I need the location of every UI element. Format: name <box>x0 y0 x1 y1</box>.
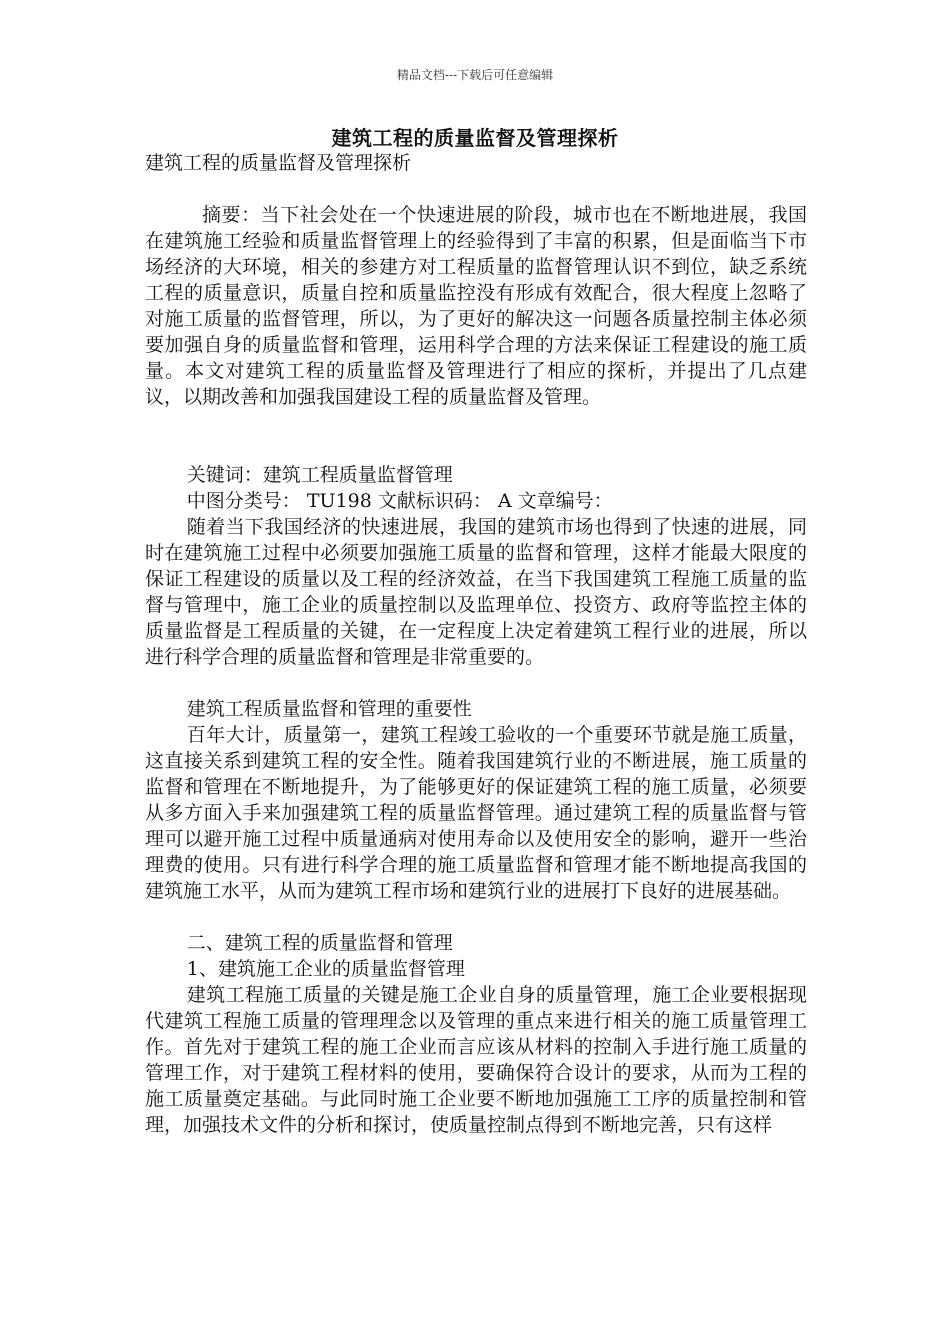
spacer <box>145 670 807 696</box>
spacer <box>145 410 807 462</box>
abstract-paragraph: 摘要：当下社会处在一个快速进展的阶段，城市也在不断地进展，我国在建筑施工经验和质量监督管理上的经验得到了丰富的积累，但是面临当下市场经济的大环境，相关的参建方对工程质量的监督管理认识不到位，缺乏系统工程的质量意识，质量自控和质量监控没有形成有效配合，很大程度上忽略了对施工质量的监督管理，所以，为了更好的解决这一问题各质量控制主体必须要加强自身的质量监督和管理，运用科学合理的方法来保证工程建设的施工质量。本文对建筑工程的质量监督及管理进行了相应的探析，并提出了几点建议，以期改善和加强我国建设工程的质量监督及管理。 <box>145 204 807 408</box>
keywords-line: 关键词：建筑工程质量监督管理 <box>186 464 453 486</box>
document-body <box>145 150 807 1138</box>
document-subtitle: 建筑工程的质量监督及管理探析 <box>145 152 412 174</box>
section1-heading: 建筑工程质量监督和管理的重要性 <box>186 698 472 720</box>
spacer <box>145 176 807 202</box>
intro-paragraph: 随着当下我国经济的快速进展，我国的建筑市场也得到了快速的进展，同时在建筑施工过程中必须要加强施工质量的监督和管理，这样才能最大限度的保证工程建设的质量以及工程的经济效益，在当下我国建筑工程施工质量的监督与管理中，施工企业的质量控制以及监理单位、投资方、政府等监控主体的质量监督是工程质量的关键，在一定程度上决定着建筑工程行业的进展，所以进行科学合理的质量监督和管理是非常重要的。 <box>145 516 807 668</box>
classification-line: 中图分类号： TU198 文献标识码： A 文章编号： <box>186 490 613 512</box>
section2-subheading: 1、建筑施工企业的质量监督管理 <box>186 958 465 980</box>
section1-paragraph: 百年大计，质量第一，建筑工程竣工验收的一个重要环节就是施工质量，这直接关系到建筑工程的安全性。随着我国建筑行业的不断进展，施工质量的监督和管理在不断地提升，为了能够更好的保证建筑工程的施工质量，必须要从多方面入手来加强建筑工程的质量监督管理。通过建筑工程的质量监督与管理可以避开施工过程中质量通病对使用寿命以及使用安全的影响，避开一些治理费的使用。只有进行科学合理的施工质量监督和管理才能不断地提高我国的建筑施工水平，从而为建筑工程市场和建筑行业的进展打下良好的进展基础。 <box>145 724 807 902</box>
document-title: 建筑工程的质量监督及管理探析 <box>331 126 619 150</box>
section2-paragraph: 建筑工程施工质量的关键是施工企业自身的质量管理，施工企业要根据现代建筑工程施工质量的管理理念以及管理的重点来进行相关的施工质量管理工作。首先对于建筑工程的施工企业而言应该从材料的控制入手进行施工质量的管理工作，对于建筑工程材料的使用，要确保符合设计的要求，从而为工程的施工质量奠定基础。与此同时施工企业要不断地加强施工工序的质量控制和管理，加强技术文件的分析和探讨，使质量控制点得到不断地完善，只有这样 <box>145 984 807 1136</box>
section2-heading: 二、建筑工程的质量监督和管理 <box>186 932 453 954</box>
spacer <box>145 904 807 930</box>
page-header: 精品文档---下载后可任意编辑 <box>396 68 554 82</box>
